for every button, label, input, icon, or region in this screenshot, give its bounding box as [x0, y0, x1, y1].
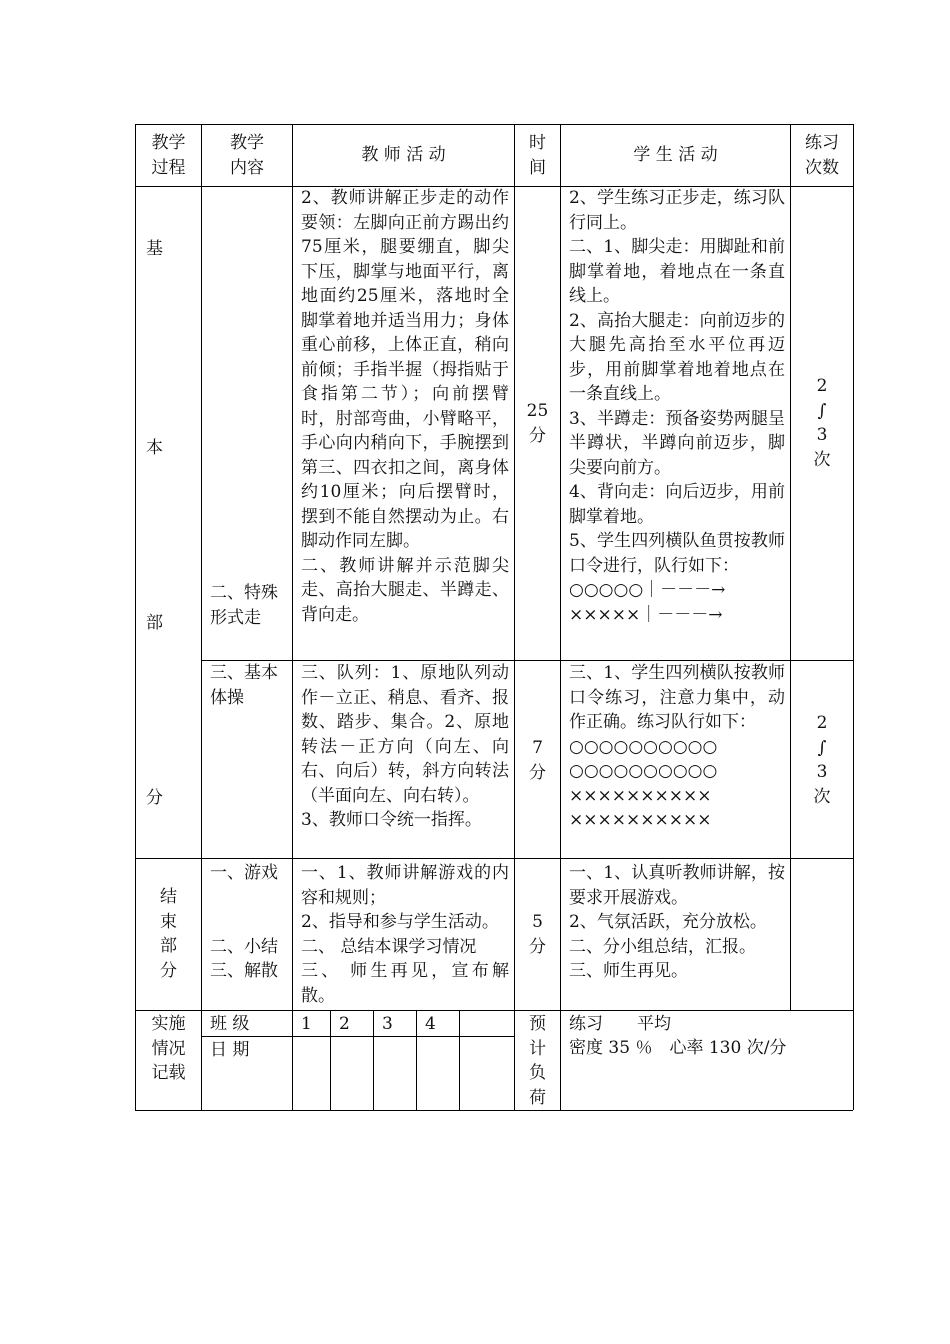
col-divider-student: [790, 124, 791, 1010]
col-divider-teacher: [514, 124, 515, 1010]
teacher-activity-drill: 三、队列：1、原地队列动作－立正、稍息、看齐、报数、踏步、集合。2、原地转法－正方向（向左、向右、向后）转，斜方向转法（半面向左、向右转）。 3、教师口令统一指挥。: [301, 663, 509, 830]
content-basic-gymnastics: 三、基本 体操: [210, 663, 278, 708]
practice-count-walk: 2 ∫ 3 次: [813, 376, 831, 470]
record-col-divider-3: [373, 1010, 374, 1110]
basic-process-char-1: 基: [146, 239, 163, 259]
record-col-divider-2: [330, 1010, 331, 1110]
col-divider-process: [201, 124, 202, 1110]
header-time: 时 间: [529, 133, 546, 178]
record-class-1: 1: [301, 1014, 312, 1034]
ending-student-activity: 一、1、认真听教师讲解，按要求开展游戏。 2、气氛活跃，充分放松。 二、分小组总结，汇报。 三、师生再见。: [569, 863, 785, 981]
ending-teacher-activity: 一、1、教师讲解游戏的内容和规则； 2、指导和参与学生活动。 二、 总结本课学习情况 三、 师生再见，宣布解散。: [301, 863, 509, 1006]
record-class-2: 2: [339, 1014, 350, 1034]
record-density-heart-rate: 密度 35 ％ 心率 130 次/分: [569, 1038, 787, 1058]
table-border-top: [135, 124, 853, 125]
time-drill: 7 分: [529, 738, 546, 783]
table-border-record-top: [135, 1010, 853, 1011]
record-col-divider-5: [459, 1010, 460, 1110]
record-load-label: 预 计 负 荷: [529, 1014, 546, 1108]
record-class-4: 4: [425, 1014, 436, 1034]
header-practice-count: 练习 次数: [805, 133, 839, 178]
content-special-walk: 二、特殊 形式走: [210, 583, 278, 628]
col-divider-content: [292, 124, 293, 1010]
header-student-activity: 学 生 活 动: [633, 145, 718, 165]
ending-process: 结 束 部 分: [160, 887, 177, 981]
table-border-ending-top: [135, 858, 853, 859]
ending-content: 一、游戏 二、小结 三、解散: [210, 863, 278, 981]
table-border-right: [853, 124, 854, 1110]
header-process: 教学 过程: [151, 133, 186, 178]
student-activity-walk: 2、学生练习正步走，练习队行同上。 二、1、脚尖走：用脚趾和前脚掌着地，着地点在一条直线上。 2、高抬大腿走：向前迈步的大腿先高抬至水平位再迈步，用前脚掌着地着地点在一条直线上。 3、半蹲走：预备姿势两腿呈半蹲状，半蹲向前迈步，脚尖要向前方。 4、背向走：向后迈步，用前脚掌着地。 5、学生四列横队鱼贯按教师口令进行，队行如下： ○○○○○｜－－－→ ×××××｜－－－→: [569, 188, 785, 625]
record-date-label: 日 期: [210, 1040, 250, 1060]
col-divider-time: [560, 124, 561, 1110]
header-content: 教学 内容: [230, 133, 264, 178]
record-label: 实施 情况 记载: [151, 1014, 186, 1083]
header-teacher-activity: 教 师 活 动: [361, 145, 446, 165]
table-border-bottom: [135, 1110, 853, 1111]
record-class-label: 班 级: [210, 1014, 250, 1034]
record-practice: 练习 平均: [569, 1014, 671, 1034]
basic-process-char-2: 本: [146, 438, 163, 458]
basic-process-char-4: 分: [146, 788, 163, 808]
record-col-divider-4: [416, 1010, 417, 1110]
teacher-activity-walk: 2、教师讲解正步走的动作要领：左脚向正前方踢出约75厘米，腿要绷直，脚尖下压，脚掌与地面平行，离地面约25厘米，落地时全脚掌着地并适当用力；身体重心前移，上体正直，稍向前倾；手指半握（拇指贴于食指第二节）；向前摆臂时，肘部弯曲，小臂略平，手心向内稍向下，手腕摆到第三、四衣扣之间，离身体约10厘米；向后摆臂时，摆到不能自然摆动为止。右脚动作同左脚。 二、教师讲解并示范脚尖走、高抬大腿走、半蹲走、背向走。: [301, 188, 509, 625]
practice-count-drill: 2 ∫ 3 次: [813, 713, 831, 807]
record-class-3: 3: [382, 1014, 393, 1034]
time-walk: 25 分: [526, 401, 549, 446]
basic-process-char-3: 部: [146, 613, 163, 633]
record-col-divider-1: [292, 1010, 293, 1110]
ending-time: 5 分: [529, 912, 546, 957]
student-activity-drill: 三、1、学生四列横队按教师口令练习，注意力集中，动作正确。练习队行如下： ○○○○○○○○○○ ○○○○○○○○○○ ×××××××××× ××××××××××: [569, 663, 785, 830]
